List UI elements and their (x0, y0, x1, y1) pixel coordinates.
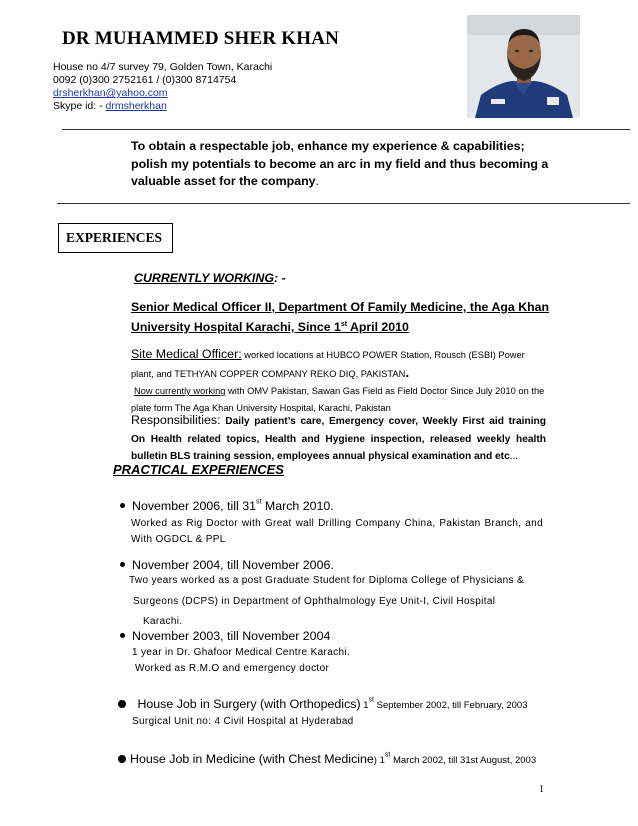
currently-working-text: CURRENTLY WORKING (134, 271, 274, 285)
practical-item-5-date-b: March 2002, till 31st August, 2003 (390, 755, 537, 766)
site-medical-officer-block (131, 346, 546, 417)
skype-line (53, 100, 167, 113)
divider-top (62, 129, 630, 130)
practical-item-3-line-2: Worked as R.M.O and emergency doctor (135, 663, 330, 674)
practical-item-5 (118, 750, 536, 768)
objective-text: To obtain a respectable job, enhance my experience & capabilities; polish my potentials to become an arc in my field and thus becoming a valuable asset for the company (131, 139, 549, 188)
practical-item-3-title: November 2003, till November 2004 (132, 629, 331, 643)
profile-photo (467, 15, 580, 118)
practical-item-5-date-a: ) 1 (373, 755, 385, 766)
practical-item-4 (118, 695, 527, 713)
practical-experiences-heading: PRACTICAL EXPERIENCES (113, 462, 284, 477)
practical-item-1-desc: Worked as Rig Doctor with Great wall Drilling Company China, Pakistan Branch, and With OGDCL & PPL (131, 518, 543, 545)
current-role-sup: st (340, 321, 348, 328)
objective-end: . (315, 174, 319, 188)
responsibilities-end: ... (509, 451, 519, 462)
now-working-text: with OMV Pakistan, Sawan Gas Field as Field Doctor Since July 2010 on the plate form The Aga Khan University Hospital, Karachi, Pakistan (131, 386, 545, 413)
practical-item-1-title-b: March 2010. (261, 499, 334, 513)
practical-item-3-line-1: 1 year in Dr. Ghafoor Medical Centre Karachi. (132, 647, 351, 658)
current-role (131, 299, 549, 336)
experiences-heading: EXPERIENCES (66, 230, 163, 245)
current-role-text-a: Senior Medical Officer II, Department Of Family Medicine, the Aga Khan University Hospital Karachi, Since 1 (131, 300, 549, 335)
site-medical-officer-end: . (405, 364, 410, 380)
address: House no 4/7 survey 79, Golden Town, Karachi (53, 61, 273, 73)
currently-working-suffix: : - (273, 271, 286, 285)
bullet-icon (118, 755, 126, 763)
responsibilities-block (131, 412, 546, 466)
practical-item-4-line-1: Surgical Unit no: 4 Civil Hospital at Hyderabad (132, 716, 354, 727)
practical-item-4-date-b: September 2002, till February, 2003 (373, 700, 528, 711)
skype-link[interactable]: drmsherkhan (105, 100, 167, 112)
practical-item-5-sup: st (384, 751, 391, 759)
email-link[interactable]: drsherkhan@yahoo.com (53, 87, 168, 99)
now-working-label: Now currently working (134, 386, 226, 396)
current-role-text-b: April 2010 (347, 320, 409, 335)
bullet-icon (118, 700, 126, 708)
practical-item-4-title: House Job in Surgery (with Orthopedics) (137, 697, 361, 711)
practical-item-2-line-2: Surgeons (DCPS) in Department of Ophthalmology Eye Unit-I, Civil Hospital (133, 596, 496, 607)
practical-item-5-title: House Job in Medicine (with Chest Medicine (130, 752, 374, 766)
practical-item-2-line-3: Karachi. (143, 616, 183, 627)
practical-item-2 (120, 556, 334, 574)
divider-middle (57, 203, 630, 204)
skype-prefix: Skype id: - (53, 100, 106, 112)
practical-item-4-date-a: 1 (360, 700, 369, 711)
practical-item-3 (120, 627, 330, 645)
practical-item-1 (120, 497, 334, 515)
bullet-icon (120, 633, 125, 638)
site-medical-officer-label: Site Medical Officer: (131, 347, 242, 361)
practical-item-1-sup: st (255, 498, 262, 506)
page-number: 1 (539, 784, 544, 795)
responsibilities-label: Responsibilities: (131, 413, 221, 427)
practical-item-2-title: November 2004, till November 2006. (132, 558, 334, 572)
candidate-name: DR MUHAMMED SHER KHAN (62, 28, 340, 49)
responsibilities-text: Daily patient’s care, Emergency cover, Weekly First aid training On Health related topics, Health and Hygiene inspection, released weekly health bulletin BLS training session, employees annual physical examination and etc (131, 416, 546, 462)
bullet-icon (120, 503, 125, 508)
phone: 0092 (0)300 2752161 / (0)300 8714754 (53, 74, 237, 86)
site-medical-officer-text: worked locations at HUBCO POWER Station, Rousch (ESBI) Power plant, and TETHYAN COPPER COMPANY REKO DIQ, PAKISTAN (131, 350, 525, 379)
practical-item-1-title-a: November 2006, till 31 (132, 499, 256, 513)
practical-item-2-line-1: Two years worked as a post Graduate Student for Diploma College of Physicians & (129, 575, 525, 586)
currently-working-label (134, 271, 286, 285)
objective-statement (131, 138, 551, 191)
bullet-icon (120, 562, 125, 567)
practical-item-4-sup: st (368, 696, 374, 704)
